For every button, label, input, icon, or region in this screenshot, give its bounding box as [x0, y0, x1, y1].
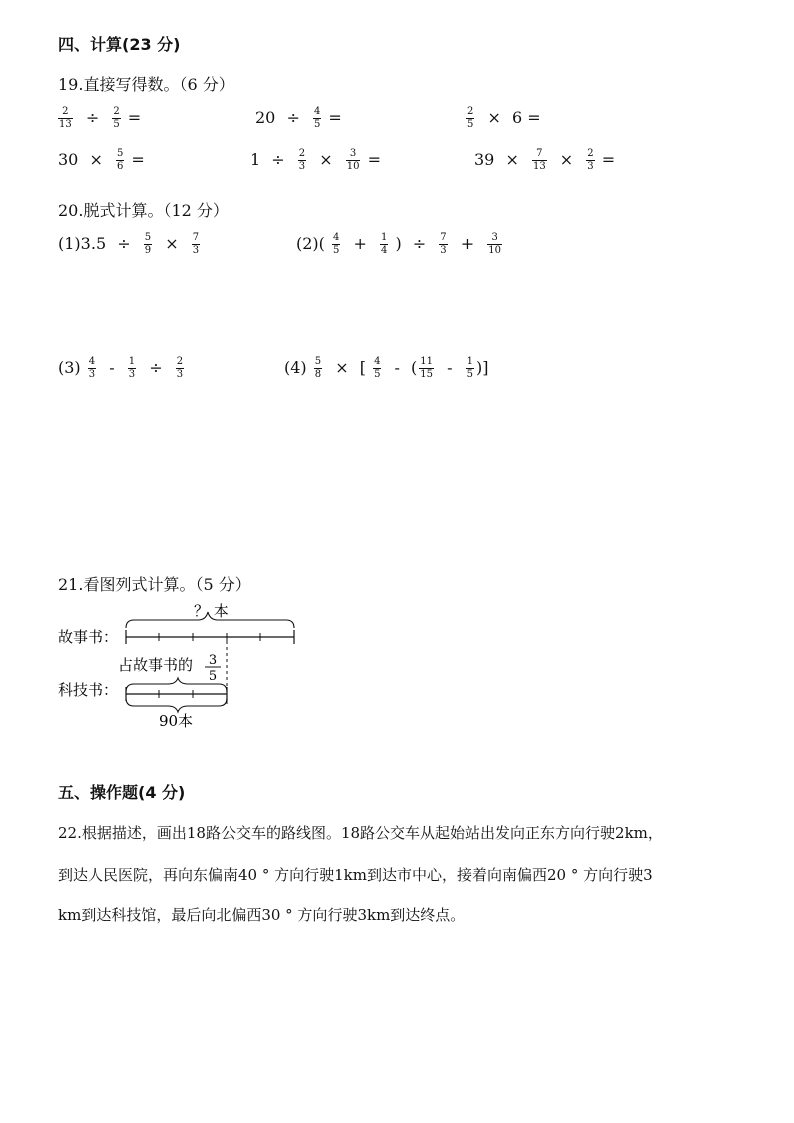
q19-item-4: 30 × $\frac{5}{6}$ =: [58, 148, 145, 172]
q22-line-1: 22.根据描述，画出18路公交车的路线图。18路公交车从起始站出发向正东方向行驶2km，: [58, 824, 663, 842]
q20-problem-1: (1)3.5 ÷ $\frac{5}{9}$ × $\frac{7}{3}$: [58, 232, 200, 256]
q19-item-5: 1 ÷ $\frac{2}{3}$ × $\frac{3}{10}$ =: [250, 148, 381, 172]
q21-title: 21.看图列式计算。（5 分）: [58, 575, 251, 594]
q19-item-3: $\frac{2}{5}$ × 6 =: [467, 106, 541, 130]
portion-label: 占故事书的: [118, 656, 194, 674]
portion-frac-den: 5: [208, 669, 218, 684]
tech-book-label: 科技书：: [58, 681, 119, 699]
q19-title: 19.直接写得数。（6 分）: [58, 75, 235, 94]
q22-line-2: 到达人民医院，再向东偏南40 ° 方向行驶1km到达市中心，接着向南偏西20 ° 方向行驶3: [58, 866, 653, 884]
q19-item-6: 39 × $\frac{7}{13}$ × $\frac{2}{3}$ =: [474, 148, 616, 172]
total-label: 90本: [158, 712, 194, 730]
q19-item-2: 20 ÷ $\frac{4}{5}$ =: [255, 106, 342, 130]
q20-problem-4: (4) $\frac{5}{8}$ × [ $\frac{4}{5}$ - ( $\frac{11}{15}$ - $\frac{1}{5}$ )]: [284, 356, 489, 380]
section-4-title: 四、计算(23 分): [58, 35, 181, 54]
q19-item-1: $\frac{2}{13}$ ÷ $\frac{2}{5}$ =: [59, 106, 142, 130]
q22-line-3: km到达科技馆，最后向北偏西30 ° 方向行驶3km到达终点。: [58, 906, 466, 924]
line-segment-diagram: [50, 598, 310, 730]
q20-title: 20.脱式计算。（12 分）: [58, 201, 229, 220]
unknown-label: ？ 本: [194, 602, 229, 620]
section-5-title: 五、操作题(4 分): [58, 783, 186, 802]
portion-frac-num: 3: [208, 653, 218, 668]
q20-problem-3: (3) $\frac{4}{3}$ - $\frac{1}{3}$ ÷ $\frac{2}{3}$: [58, 356, 184, 380]
q20-problem-2: (2)( $\frac{4}{5}$ + $\frac{1}{4}$ ) ÷ $\frac{7}{3}$ + $\frac{3}{10}$: [296, 232, 501, 256]
tech-total-brace: [126, 698, 227, 712]
story-book-label: 故事书：: [58, 628, 119, 646]
